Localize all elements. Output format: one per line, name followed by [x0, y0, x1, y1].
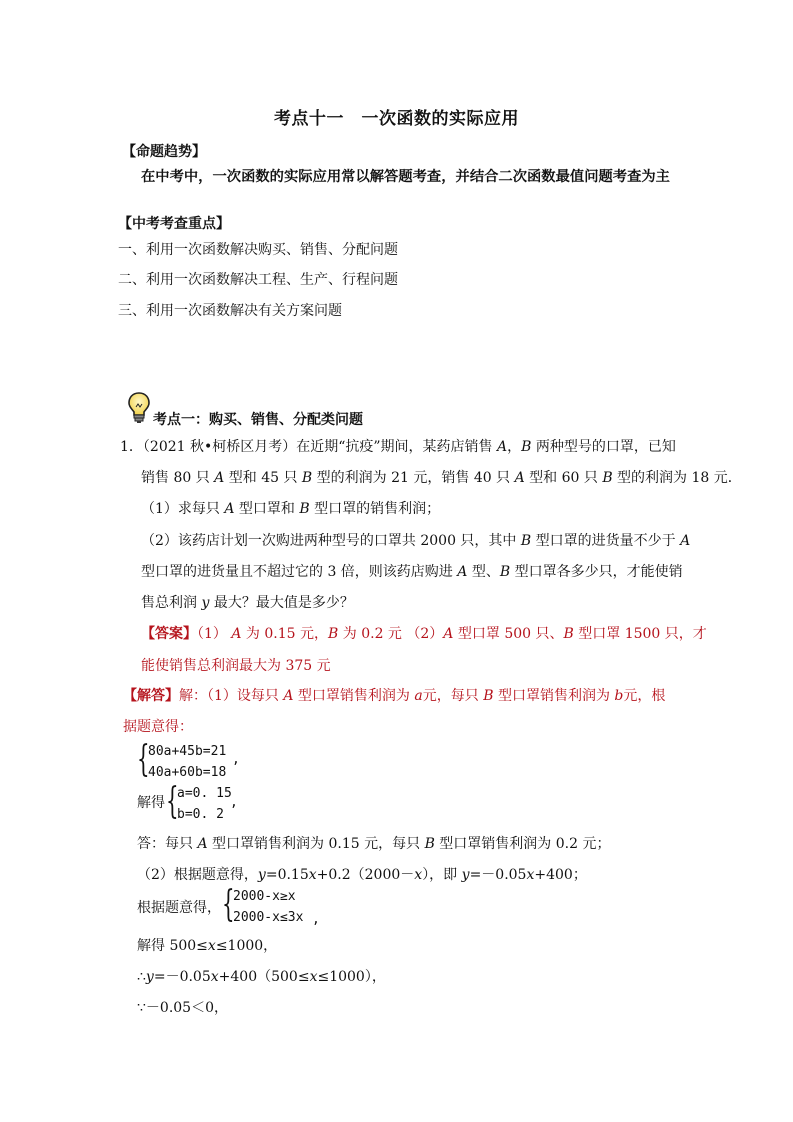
equation: 40a+60b=18 — [148, 765, 227, 780]
solution-line: 据题意得： — [123, 719, 193, 735]
equation-brace: { — [137, 739, 150, 780]
equation-comma: , — [230, 795, 238, 810]
equation-brace: { — [166, 781, 179, 822]
trend-text: 在中考中，一次函数的实际应用常以解答题考查，并结合二次函数最值问题考查为主 — [141, 169, 670, 185]
equation-brace: { — [222, 884, 235, 925]
question-2: （2）该药店计划一次购进两种型号的口罩共 2000 只，其中 B 型口罩的进货量不少于 A — [141, 533, 691, 549]
inequality: 2000-x≥x — [233, 889, 296, 904]
solve-label: 解得 — [137, 795, 165, 811]
equation-comma: , — [232, 752, 240, 767]
lightbulb-icon — [127, 391, 151, 425]
question-1: （1）求每只 A 型口罩和 B 型口罩的销售利润； — [141, 501, 441, 517]
equation: a=0. 15 — [177, 786, 232, 801]
focus-heading: 【中考考查重点】 — [118, 216, 230, 232]
equation-comma: , — [312, 912, 320, 927]
trend-heading: 【命题趋势】 — [122, 144, 206, 160]
equation: b=0. 2 — [177, 807, 224, 822]
solution-part2: （2）根据题意得，y=0.15x+0.2（2000－x），即 y=－0.05x+400； — [137, 867, 587, 883]
solution-last: ∵－0.05＜0， — [137, 1000, 228, 1016]
focus-item: 一、利用一次函数解决购买、销售、分配问题 — [118, 242, 398, 258]
page-title: 考点十一 一次函数的实际应用 — [274, 109, 519, 129]
solution-range: 解得 500≤x≤1000， — [137, 938, 278, 954]
equation: 80a+45b=21 — [148, 744, 227, 759]
section-title: 考点一：购买、销售、分配类问题 — [153, 412, 363, 428]
problem-line: 1．（2021 秋•柯桥区月考）在近期“抗疫”期间，某药店销售 A，B 两种型号的口罩，已知 — [120, 439, 676, 455]
answer-line: 能使销售总利润最大为 375 元 — [141, 658, 331, 674]
solution-function: ∴y=－0.05x+400（500≤x≤1000）， — [137, 969, 386, 985]
focus-item: 二、利用一次函数解决工程、生产、行程问题 — [118, 272, 398, 288]
question-2-cont: 型口罩的进货量且不超过它的 3 倍，则该药店购进 A 型、B 型口罩各多少只，才能使销 — [141, 564, 683, 580]
answer-line: 【答案】（1） A 为 0.15 元，B 为 0.2 元 （2）A 型口罩 500 只、B 型口罩 1500 只，才 — [141, 626, 707, 642]
question-2-cont: 售总利润 y 最大？最大值是多少？ — [141, 595, 354, 611]
solution-line: 【解答】解：（1）设每只 A 型口罩销售利润为 a元，每只 B 型口罩销售利润为 b元，根 — [123, 688, 666, 704]
solution-label: 【解答】 — [123, 688, 179, 704]
problem-line: 销售 80 只 A 型和 45 只 B 型的利润为 21 元，销售 40 只 A 型和 60 只 B 型的利润为 18 元． — [141, 470, 742, 486]
solution-line: 根据题意得， — [137, 900, 221, 916]
solution-answer: 答：每只 A 型口罩销售利润为 0.15 元，每只 B 型口罩销售利润为 0.2 元； — [137, 836, 611, 852]
inequality: 2000-x≤3x — [233, 910, 304, 925]
focus-item: 三、利用一次函数解决有关方案问题 — [118, 303, 342, 319]
answer-label: 【答案】 — [141, 626, 197, 642]
